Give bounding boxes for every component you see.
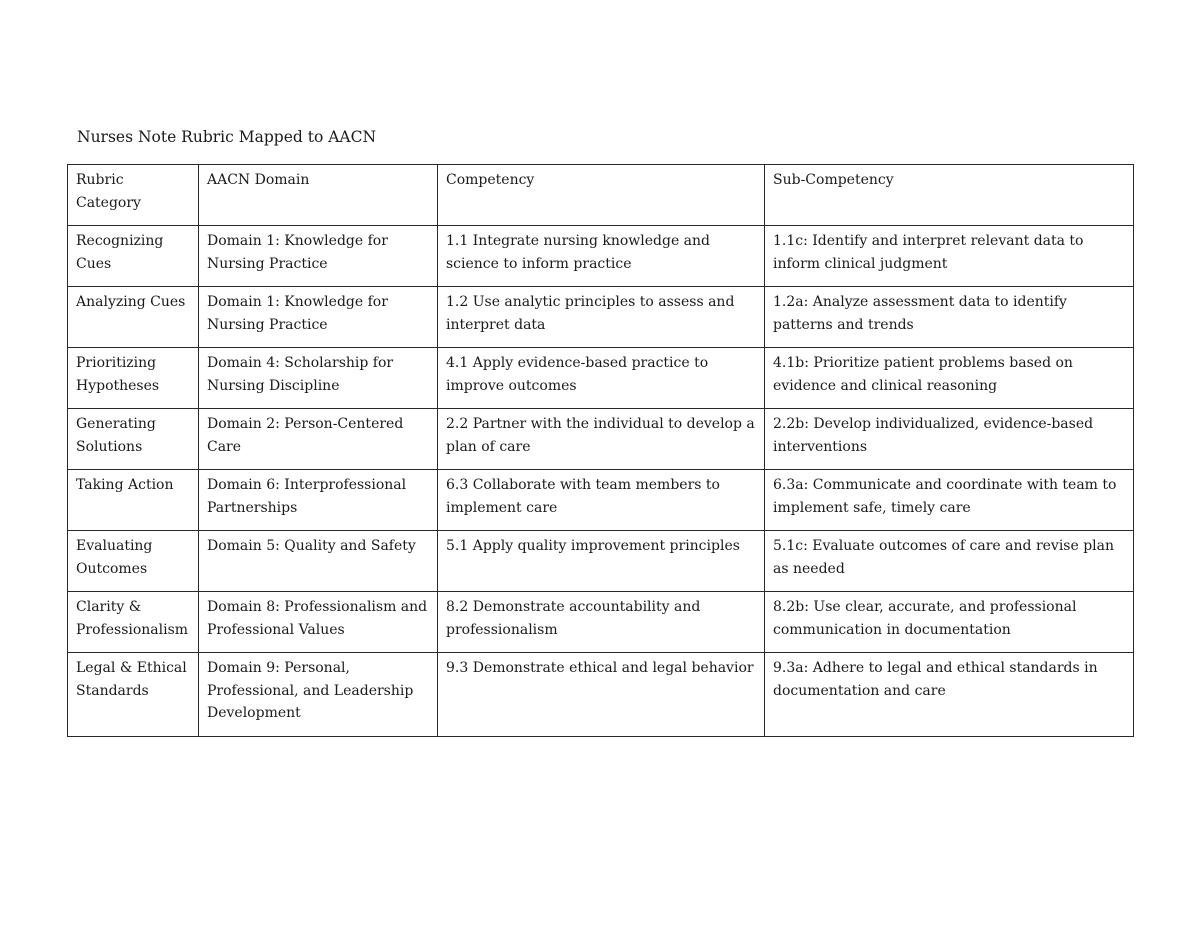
cell-sub-competency: 5.1c: Evaluate outcomes of care and revise plan as needed [765, 531, 1134, 592]
cell-aacn-domain: Domain 6: Interprofessional Partnerships [199, 470, 438, 531]
header-sub-competency: Sub-Competency [765, 165, 1134, 226]
cell-aacn-domain: Domain 8: Professionalism and Professional Values [199, 592, 438, 653]
table-header-row [68, 165, 1134, 226]
cell-rubric-category: Taking Action [68, 470, 199, 531]
cell-sub-competency: 1.1c: Identify and interpret relevant data to inform clinical judgment [765, 226, 1134, 287]
cell-sub-competency: 2.2b: Develop individualized, evidence-based interventions [765, 409, 1134, 470]
cell-competency: 1.2 Use analytic principles to assess and interpret data [438, 287, 765, 348]
cell-sub-competency: 8.2b: Use clear, accurate, and professional communication in documentation [765, 592, 1134, 653]
cell-competency: 9.3 Demonstrate ethical and legal behavior [438, 653, 765, 737]
rubric-table [67, 164, 1134, 737]
table-row [68, 470, 1134, 531]
table-row [68, 226, 1134, 287]
cell-competency: 2.2 Partner with the individual to develop a plan of care [438, 409, 765, 470]
table-row [68, 348, 1134, 409]
cell-competency: 4.1 Apply evidence-based practice to improve outcomes [438, 348, 765, 409]
table-row [68, 531, 1134, 592]
cell-rubric-category: Recognizing Cues [68, 226, 199, 287]
table-row [68, 592, 1134, 653]
cell-rubric-category: Analyzing Cues [68, 287, 199, 348]
cell-aacn-domain: Domain 4: Scholarship for Nursing Discipline [199, 348, 438, 409]
cell-sub-competency: 9.3a: Adhere to legal and ethical standards in documentation and care [765, 653, 1134, 737]
cell-competency: 8.2 Demonstrate accountability and professionalism [438, 592, 765, 653]
cell-rubric-category: Clarity & Professionalism [68, 592, 199, 653]
table-row [68, 287, 1134, 348]
header-competency: Competency [438, 165, 765, 226]
cell-sub-competency: 1.2a: Analyze assessment data to identify patterns and trends [765, 287, 1134, 348]
cell-aacn-domain: Domain 9: Personal, Professional, and Leadership Development [199, 653, 438, 737]
cell-rubric-category: Prioritizing Hypotheses [68, 348, 199, 409]
cell-sub-competency: 6.3a: Communicate and coordinate with team to implement safe, timely care [765, 470, 1134, 531]
table-row [68, 409, 1134, 470]
cell-competency: 1.1 Integrate nursing knowledge and science to inform practice [438, 226, 765, 287]
cell-competency: 5.1 Apply quality improvement principles [438, 531, 765, 592]
cell-aacn-domain: Domain 5: Quality and Safety [199, 531, 438, 592]
cell-aacn-domain: Domain 1: Knowledge for Nursing Practice [199, 287, 438, 348]
cell-rubric-category: Legal & Ethical Standards [68, 653, 199, 737]
cell-aacn-domain: Domain 2: Person-Centered Care [199, 409, 438, 470]
cell-aacn-domain: Domain 1: Knowledge for Nursing Practice [199, 226, 438, 287]
cell-rubric-category: Generating Solutions [68, 409, 199, 470]
document-title: Nurses Note Rubric Mapped to AACN [77, 128, 377, 146]
cell-sub-competency: 4.1b: Prioritize patient problems based on evidence and clinical reasoning [765, 348, 1134, 409]
cell-rubric-category: Evaluating Outcomes [68, 531, 199, 592]
header-rubric-category: Rubric Category [68, 165, 199, 226]
header-aacn-domain: AACN Domain [199, 165, 438, 226]
table-row [68, 653, 1134, 737]
cell-competency: 6.3 Collaborate with team members to implement care [438, 470, 765, 531]
